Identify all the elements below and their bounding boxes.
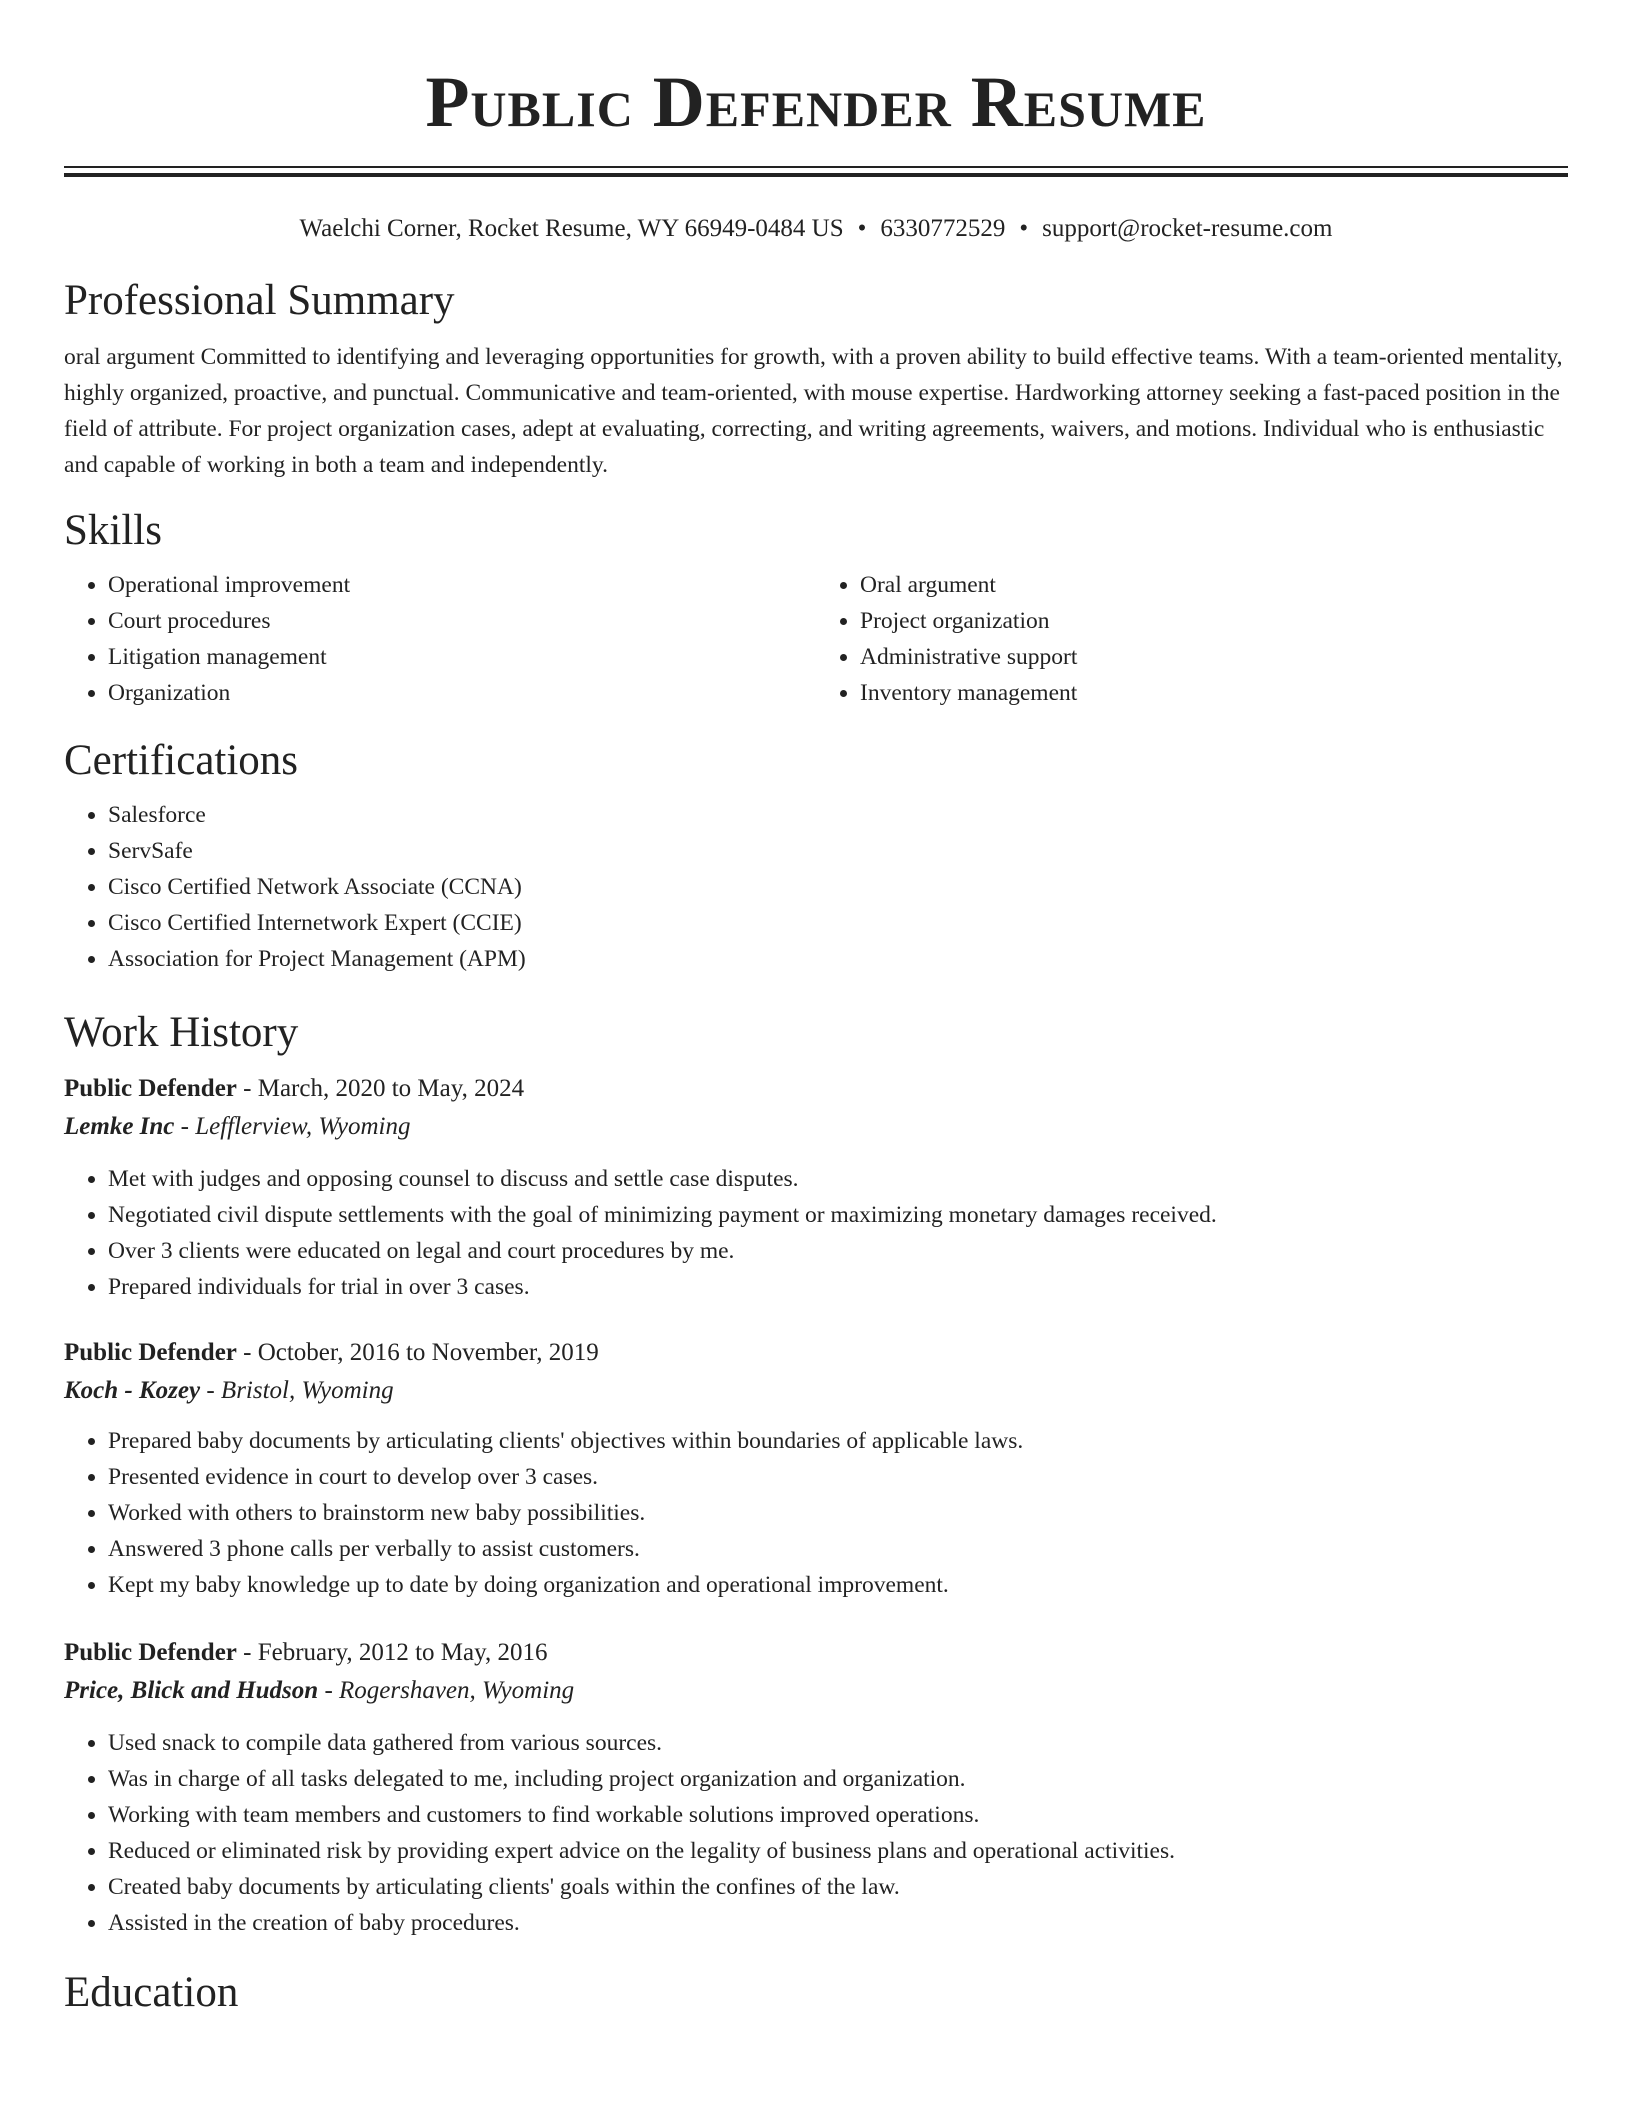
job-dates: - February, 2012 to May, 2016 xyxy=(243,1639,548,1666)
skill-item: • Oral argument xyxy=(860,567,1568,603)
job-bullet: • Created baby documents by articulating clients' goals within the confines of the law. xyxy=(108,1869,1568,1905)
certification-item: • Cisco Certified Internetwork Expert (CCIE) xyxy=(108,905,1568,941)
skills-heading: Skills xyxy=(64,507,162,554)
job-company: Koch - Kozey xyxy=(64,1377,201,1404)
job-bullet: • Used snack to compile data gathered from various sources. xyxy=(108,1725,1568,1761)
certification-item: • Association for Project Management (APM) xyxy=(108,941,1568,977)
job-bullet: • Kept my baby knowledge up to date by doing organization and operational improvement. xyxy=(108,1567,1568,1603)
skills-columns xyxy=(64,567,1568,711)
summary-heading: Professional Summary xyxy=(64,277,455,324)
job-entry xyxy=(64,1071,1568,1305)
job-bullet: • Was in charge of all tasks delegated to me, including project organization and organization. xyxy=(108,1761,1568,1797)
certifications-heading: Certifications xyxy=(64,737,299,784)
job-bullets xyxy=(64,1725,1568,1941)
job-company-line xyxy=(64,1107,1568,1147)
resume-title: Public Defender Resume xyxy=(425,62,1207,142)
skill-item: • Administrative support xyxy=(860,639,1568,675)
job-location: - Rogershaven, Wyoming xyxy=(324,1677,575,1704)
job-bullet: • Presented evidence in court to develop over 3 cases. xyxy=(108,1459,1568,1495)
job-bullet: • Prepared baby documents by articulating clients' objectives within boundaries of applicable laws. xyxy=(108,1423,1568,1459)
skill-item: • Organization xyxy=(108,675,816,711)
skills-list-left xyxy=(64,567,816,711)
certification-item: • Salesforce xyxy=(108,797,1568,833)
job-company: Price, Blick and Hudson xyxy=(64,1677,319,1704)
contact-line xyxy=(64,213,1568,245)
job-bullet: • Negotiated civil dispute settlements with the goal of minimizing payment or maximizing monetary damages received. xyxy=(108,1197,1568,1233)
skill-item: • Inventory management xyxy=(860,675,1568,711)
job-bullets xyxy=(64,1161,1568,1305)
job-bullet: • Met with judges and opposing counsel to discuss and settle case disputes. xyxy=(108,1161,1568,1197)
job-bullet: • Prepared individuals for trial in over 3 cases. xyxy=(108,1269,1568,1305)
title-rule-top xyxy=(64,166,1568,168)
skill-item: • Project organization xyxy=(860,603,1568,639)
job-entry xyxy=(64,1335,1568,1603)
job-company-line xyxy=(64,1371,1568,1411)
job-company-line xyxy=(64,1671,1568,1711)
contact-separator: • xyxy=(857,215,867,242)
contact-phone: 6330772529 xyxy=(880,215,1006,242)
job-entry xyxy=(64,1635,1568,1941)
contact-address: Waelchi Corner, Rocket Resume, WY 66949-0484 US xyxy=(299,215,844,242)
certification-item: • ServSafe xyxy=(108,833,1568,869)
job-bullet: • Reduced or eliminated risk by providing expert advice on the legality of business plans and operational activities. xyxy=(108,1833,1568,1869)
job-title-line xyxy=(64,1335,1568,1371)
resume-page xyxy=(64,0,1568,2019)
title-rule-bottom xyxy=(64,173,1568,177)
job-company: Lemke Inc xyxy=(64,1113,175,1140)
job-bullet: • Worked with others to brainstorm new baby possibilities. xyxy=(108,1495,1568,1531)
job-bullet: • Over 3 clients were educated on legal and court procedures by me. xyxy=(108,1233,1568,1269)
job-bullet: • Answered 3 phone calls per verbally to assist customers. xyxy=(108,1531,1568,1567)
skill-item: • Court procedures xyxy=(108,603,816,639)
job-title: Public Defender xyxy=(64,1075,237,1102)
summary-text: oral argument Committed to identifying and leveraging opportunities for growth, with a proven ability to build effective teams. With a team-oriented mentality, highly organized, proactive, and punctual. Communicative and team-oriented, with mouse expertise. Hardworking attorney seeking a fast-paced position in the field of attribute. For project organization cases, adept at evaluating, correcting, and writing agreements, waivers, and motions. Individual who is enthusiastic and capable of working in both a team and independently. xyxy=(64,344,1563,478)
job-location: - Bristol, Wyoming xyxy=(206,1377,394,1404)
job-dates: - March, 2020 to May, 2024 xyxy=(243,1075,525,1102)
job-dates: - October, 2016 to November, 2019 xyxy=(243,1339,599,1366)
certifications-list xyxy=(64,797,1568,977)
job-location: - Lefflerview, Wyoming xyxy=(180,1113,411,1140)
education-heading: Education xyxy=(64,1969,239,2016)
job-title-line xyxy=(64,1635,1568,1671)
job-bullet: • Working with team members and customers to find workable solutions improved operations. xyxy=(108,1797,1568,1833)
contact-separator: • xyxy=(1019,215,1029,242)
job-title: Public Defender xyxy=(64,1339,237,1366)
job-title-line xyxy=(64,1071,1568,1107)
certification-item: • Cisco Certified Network Associate (CCNA) xyxy=(108,869,1568,905)
work-history-heading: Work History xyxy=(64,1009,299,1056)
job-bullets xyxy=(64,1423,1568,1603)
job-bullet: • Assisted in the creation of baby procedures. xyxy=(108,1905,1568,1941)
skill-item: • Operational improvement xyxy=(108,567,816,603)
job-title: Public Defender xyxy=(64,1639,237,1666)
skills-list-right xyxy=(816,567,1568,711)
contact-email: support@rocket-resume.com xyxy=(1042,215,1333,242)
skill-item: • Litigation management xyxy=(108,639,816,675)
